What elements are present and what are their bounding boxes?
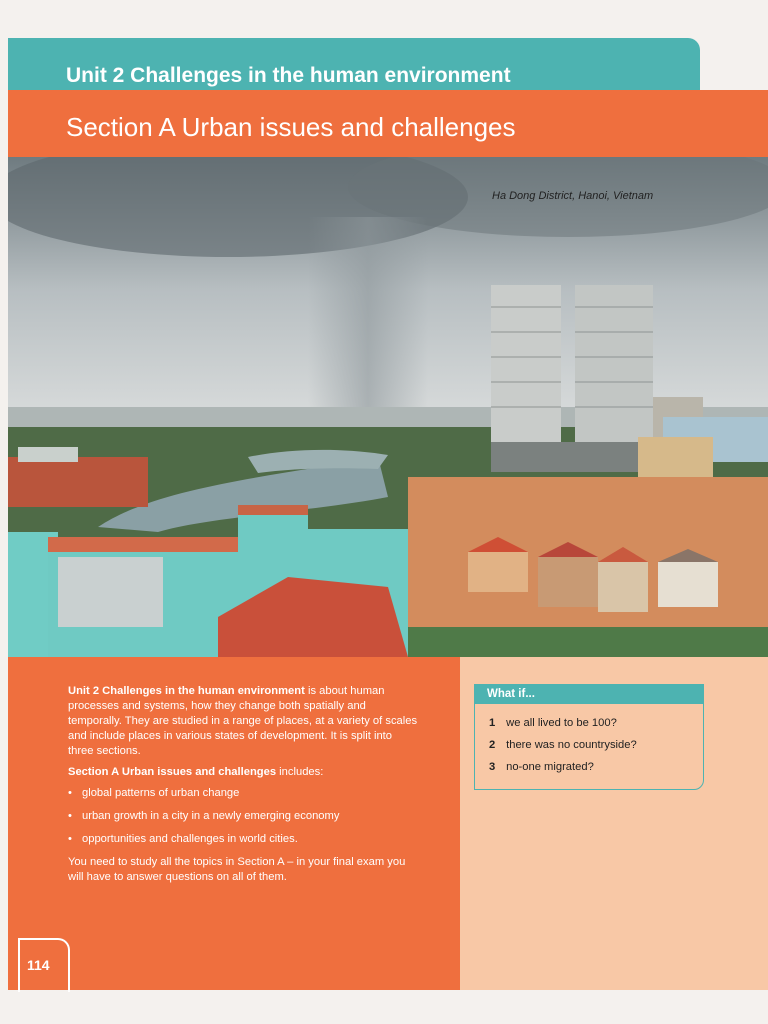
intro-paragraph-3: You need to study all the topics in Section A – in your final exam you will have to answer questions on all of them.	[68, 856, 406, 883]
list-item	[489, 734, 703, 756]
intro-bullet-list	[68, 786, 418, 847]
photo-caption: Ha Dong District, Hanoi, Vietnam	[492, 190, 654, 202]
bullet-text: opportunities and challenges in world cities.	[82, 833, 298, 845]
item-number: 2	[489, 739, 496, 751]
list-item	[68, 832, 418, 847]
what-if-list	[475, 712, 703, 778]
city-photo	[8, 157, 768, 657]
section-title: Section A Urban issues and challenges	[66, 112, 516, 142]
intro-p2-rest: includes:	[276, 766, 324, 778]
item-number: 3	[489, 761, 496, 773]
intro-p2-bold: Section A Urban issues and challenges	[68, 766, 277, 778]
list-item	[68, 809, 418, 824]
bullet-icon: •	[68, 787, 72, 799]
intro-p1-bold: Unit 2 Challenges in the human environment	[68, 685, 305, 697]
bullet-icon: •	[68, 833, 72, 845]
item-text: no-one migrated?	[506, 761, 594, 773]
unit-title: Unit 2 Challenges in the human environment	[66, 64, 511, 87]
item-number: 1	[489, 717, 496, 729]
bullet-text: urban growth in a city in a newly emerging economy	[82, 810, 340, 822]
bullet-text: global patterns of urban change	[82, 787, 240, 799]
list-item	[489, 756, 703, 778]
item-text: there was no countryside?	[506, 739, 637, 751]
intro-paragraph-2	[68, 765, 418, 780]
page-number: 114	[27, 957, 50, 973]
intro-text	[68, 684, 418, 885]
item-text: we all lived to be 100?	[506, 717, 617, 729]
intro-paragraph-1	[68, 684, 418, 759]
list-item	[68, 786, 418, 801]
intro-p1-rest: is about human processes and systems, how they change both spatially and temporally. They are studied in a range of places, at a variety of scales and include places in various states of development. It is split into three sections.	[68, 685, 418, 757]
what-if-title: What if...	[475, 685, 703, 704]
what-if-box	[474, 684, 704, 790]
bullet-icon: •	[68, 810, 72, 822]
list-item	[489, 712, 703, 734]
